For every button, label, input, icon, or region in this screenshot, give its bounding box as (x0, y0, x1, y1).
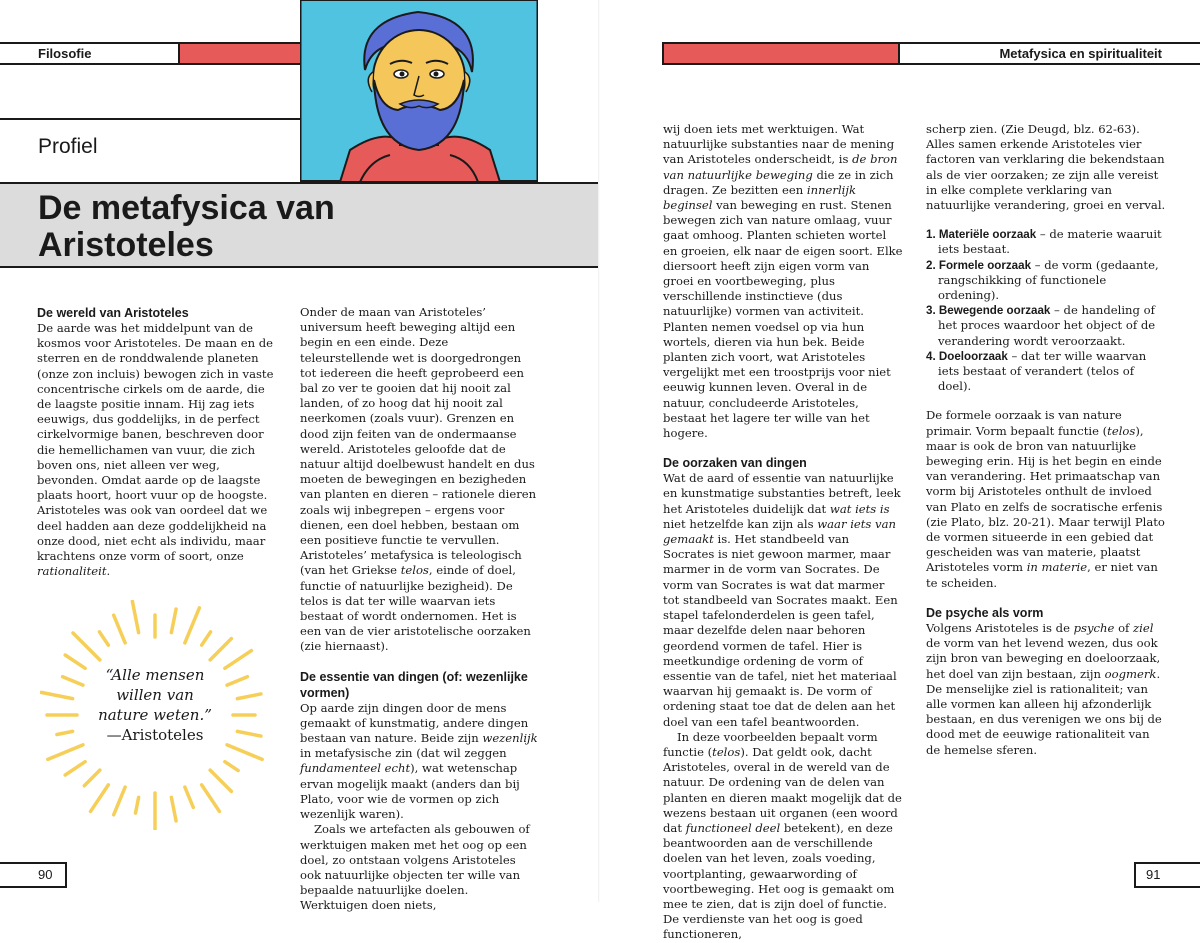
sun-ray (91, 785, 109, 812)
page-number-left (0, 862, 67, 888)
page-title (38, 190, 335, 264)
quote-block (80, 665, 230, 745)
text-column-3 (663, 122, 903, 943)
causes-list (926, 227, 1166, 394)
sun-ray (227, 677, 247, 685)
paragraph: Wat de aard of essentie van natuurlijke en kunstmatige substanties betreft, leek het Aristoteles duidelijk dat wat iets is niet hetzelfde kan zijn als waar iets van gemaakt is. Het standbeeld van Socrates is niet gewoon marmer, maar marmer in de vorm van Socrates. De vorm van Socrates is wat dat marmer tot standbeeld van Socrates maakt. Een stapel tafelonderdelen is geen tafel, maar dezelfde delen naar behoren geordend vormen de tafel. Hier is meetkundige ordening de vorm of essentie van de tafel, niet het materiaal waarvan hij gemaakt is. De vorm of ordening staat toe dat de delen aan het doel van een tafel beantwoorden. (663, 471, 901, 729)
subheading: De psyche als vorm (926, 605, 1044, 620)
sun-ray (237, 694, 261, 699)
quote-line: nature weten.” (98, 706, 212, 724)
sun-ray (171, 609, 176, 633)
paragraph: Op aarde zijn dingen door de mens gemaakt of kunstmatig, andere dingen bestaan van nature. Beide zijn wezenlijk in metafysische zin (dat wil zeggen fundamenteel echt), wat wetenschap ervan mogelijk maakt (anders dan bij Plato, voor wie de vormen op zich wezenlijk waren). (300, 700, 538, 822)
left-page (0, 0, 600, 913)
list-item: 1. Materiële oorzaak – de materie waaruit iets bestaat. (926, 227, 1162, 257)
subheading: De essentie van dingen (of: wezenlijke vormen) (300, 669, 528, 700)
subheading: De oorzaken van dingen (663, 456, 807, 471)
title-line-2: Aristoteles (38, 226, 214, 264)
sun-ray (41, 692, 72, 698)
sun-ray (237, 731, 261, 736)
accent-bar-right (662, 42, 900, 65)
sun-ray (57, 731, 73, 734)
paragraph: Onder de maan van Aristoteles’ universum heeft beweging altijd een begin en een einde. Deze teleurstellende wet is doorgedrongen tot iedereen die heeft geprobeerd een bal zo ver te gooien dat hij nooit zal landen, of zo hoog dat hij nooit zal neerkomen (zoals vuur). Grenzen en dood zijn feiten van de ondermaanse wereld. Aristoteles geloofde dat de natuur altijd doelbewust handelt en dus moeten de bewegingen en bezigheden van planten en dieren – rationele dieren zoals wij inbegrepen – ergens voor dienen, een doel hebben, bestaan om een positieve functie te vervullen. Aristoteles’ metafysica is teleologisch (van het Griekse telos, einde of doel, functie of natuurlijke bezigheid). De telos is dat ter wille waarvan iets bestaat of wordt ondernomen. Het is een van de vier aristotelische oorzaken (zie hiernaast). (300, 305, 537, 654)
paragraph: In deze voorbeelden bepaalt vorm functie (telos). Dat geldt ook, dacht Aristoteles, overal in de wereld van de natuur. De ordening van de delen van planten en dieren maakt mogelijk dat de wezens bestaan uit organen (een woord dat functioneel deel betekent), en deze beantwoorden aan de verschillende doelen van het leven, zoals voeding, voortplanting, gewaarwording of voortbeweging. Het oog is gemaakt om mee te zien, dat is zijn doel of functie. De verdienste van het oog is goed functioneren, (663, 729, 902, 942)
page-number-right (1134, 862, 1200, 888)
paragraph: Zoals we artefacten als gebouwen of werktuigen maken met het oog op een doel, zo ontstaan volgens Aristoteles ook natuurlijke objecten ter wille van bepaalde natuurlijke doelen. Werktuigen doen niets, (300, 822, 530, 913)
sun-ray (225, 762, 238, 771)
list-item: 3. Bewegende oorzaak – de handeling of het proces waardoor het object of de verandering wordt veroorzaakt. (926, 303, 1156, 348)
sun-ray (132, 601, 138, 632)
section-header-left (0, 42, 180, 65)
sun-ray (135, 797, 138, 813)
section-header-right (898, 42, 1200, 65)
sun-ray (65, 762, 85, 775)
profile-label: Profiel (38, 135, 98, 158)
sun-ray (210, 770, 231, 791)
subheading: De wereld van Aristoteles (37, 306, 189, 320)
sun-ray (114, 787, 125, 815)
sun-ray (210, 639, 231, 660)
quote-attribution: —Aristoteles (106, 726, 204, 744)
accent-bar-left (178, 42, 302, 65)
paragraph: scherp zien. (Zie Deugd, blz. 62-63). Alles samen erkende Aristoteles vier factoren van verklaring die bekendstaan als de vier oorzaken; ze zijn alle vereist in elke complete verklaring van natuurlijke verandering, groei en verval. (926, 122, 1166, 213)
list-item: 2. Formele oorzaak – de vorm (gedaante, rangschikking of functionele ordening). (926, 257, 1159, 303)
page-number: 90 (38, 867, 53, 882)
section-label: Metafysica en spiritualiteit (999, 46, 1162, 61)
sun-ray (48, 745, 83, 760)
divider (0, 118, 300, 120)
paragraph: De formele oorzaak is van nature primair. Vorm bepaalt functie (telos), maar is ook de bron van natuurlijke beweging erin. Hij is het begin en einde van verandering. Het primaatschap van vorm bij Aristoteles onthult de invloed van Plato en zelfs de socratische erfenis (zie Plato, blz. 20-21). Maar terwijl Plato de vormen situeerde in een gebied dat gescheiden was van materie, plaatst Aristoteles vorm in materie, er niet van te scheiden. (926, 408, 1165, 590)
page-number: 91 (1146, 867, 1161, 882)
sun-ray (202, 785, 220, 812)
list-item: 4. Doeloorzaak – dat ter wille waarvan iets bestaat of verandert (telos of doel). (926, 348, 1147, 394)
paragraph: wij doen iets met werktuigen. Wat natuurlijke substanties naar de mening van Aristoteles onderscheidt, is de bron van natuurlijke beweging die ze in zich dragen. Ze bezitten een innerlijk beginsel van beweging en rust. Stenen bewegen zich van nature omlaag, vuur gaat omhoog. Planten schieten wortel en groeien, elk naar de eigen soort. Elke diersoort heeft zijn eigen vorm van groei en voortbeweging, plus verschillende instinctieve (dus natuurlijke) vormen van activiteit. Planten nemen voedsel op via hun wortels, dieren via hun bek. Beide planten zich voort, wat Aristoteles vergelijkt met een troostprijs voor niet eeuwig kunnen leven. Overal in de natuur, concludeerde Aristoteles, bestaat het lagere ter wille van het hogere. (663, 122, 903, 441)
title-line-1: De metafysica van (38, 189, 335, 227)
quote-line: “Alle mensen (105, 666, 205, 684)
sun-ray (114, 615, 125, 643)
sun-ray (84, 770, 100, 786)
paragraph: Volgens Aristoteles is de psyche of ziel de vorm van het levend wezen, dus ook zijn bron van beweging en doeloorzaak, het doel van zijn bestaan, zijn oogmerk. De menselijke ziel is rationaliteit; van alle vormen kan alleen hij afzonderlijk bestaan, en dus verenigen we ons bij de dood met de eeuwige rationaliteit van de hemelse sferen. (926, 620, 1162, 757)
paragraph: De aarde was het middelpunt van de kosmos voor Aristoteles. De maan en de sterren en de ronddwalende planeten (onze zon incluis) bewogen zich in vaste concentrische cirkels om de aarde, die de laagste positie innam. Hij zag iets eeuwigs, dus goddelijks, in de perfect cirkelvormige banen, beschreven door die hemellichamen van vuur, die zich boven ons, niet alleen ver weg, bevonden. Omdat aarde op de laagste plaats hoort, hoort vuur op de hoogste. Aristoteles was ook van oordeel dat we deel hadden aan deze goddelijkheid na onze dood, niet echt als individu, maar krachtens onze vorm of soort, onze rationaliteit. (37, 321, 274, 579)
quote-line: willen van (116, 686, 194, 704)
aristotle-portrait (300, 0, 538, 182)
section-label: Filosofie (38, 46, 92, 61)
sun-ray (227, 745, 262, 760)
sun-ray (185, 608, 200, 643)
sun-ray (171, 797, 176, 821)
sun-ray (185, 787, 193, 807)
sun-ray (99, 632, 108, 645)
text-column-4 (926, 122, 1166, 758)
text-column-2 (300, 305, 538, 914)
text-column-1 (37, 305, 277, 579)
sun-ray (73, 633, 100, 660)
right-page (600, 0, 1200, 942)
sun-ray (202, 632, 211, 645)
